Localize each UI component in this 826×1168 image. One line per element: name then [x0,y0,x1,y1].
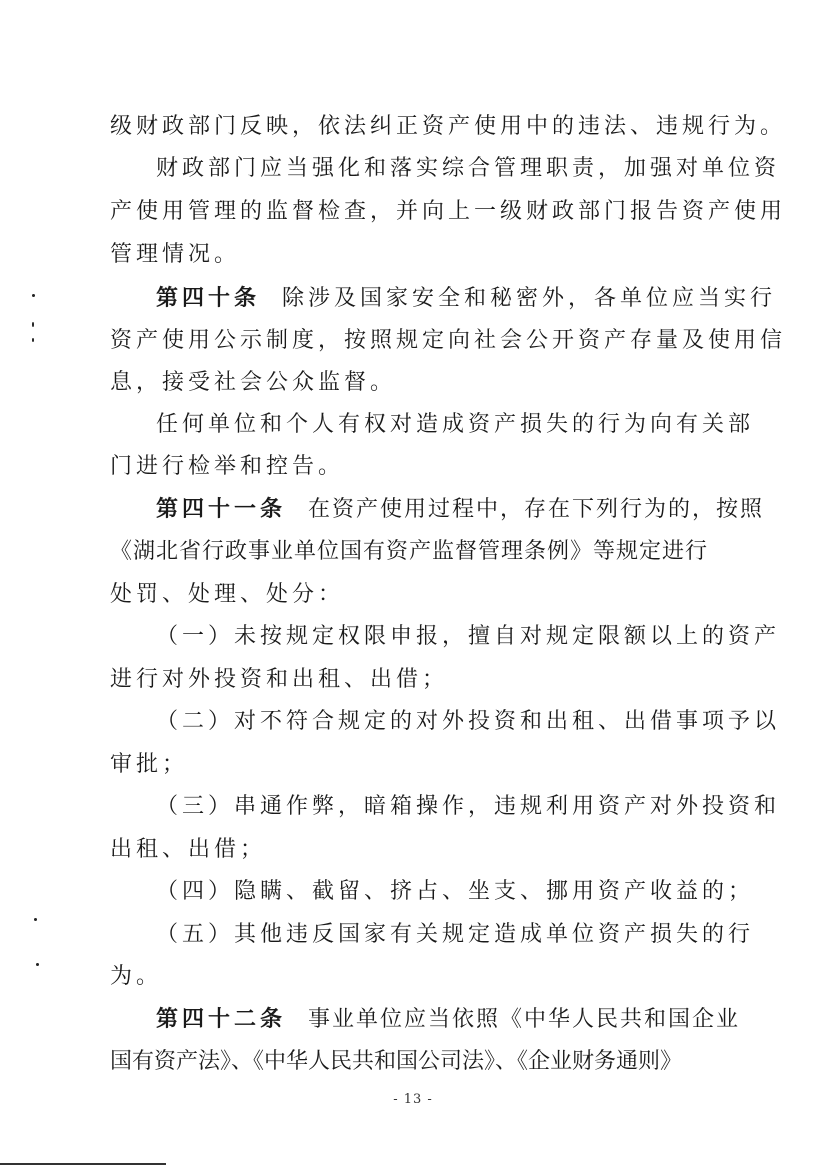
text-line: 为。 [110,964,163,989]
text-line: 任何单位和个人有权对造成资产损失的行为向有关部 [156,412,755,437]
text-line: 管理情况。 [110,242,241,267]
text-line: 门进行检举和控告。 [110,454,345,479]
article-40-line: 第四十条 除涉及国家安全和秘密外，各单位应当实行 [156,285,777,311]
scan-speck [34,918,37,921]
text-line: 财政部门应当强化和落实综合管理职责，加强对单位资 [156,156,781,181]
list-item: （三）串通作弊，暗箱操作，违规利用资产对外投资和 [156,794,781,819]
text-line: 级财政部门反映，依法纠正资产使用中的违法、违规行为。 [110,114,787,139]
scan-speck [32,322,34,327]
article-41-line: 第四十一条 在资产使用过程中，存在下列行为的，按照 [156,496,765,522]
text-line: 产使用管理的监督检查，并向上一级财政部门报告资产使用 [110,199,787,224]
text-line: 息，接受社会公众监督。 [110,370,397,395]
list-item: （五）其他违反国家有关规定造成单位资产损失的行 [156,922,755,947]
text-line: 审批； [110,752,189,777]
scan-speck [32,294,35,297]
article-heading: 第四十二条 [156,1006,287,1032]
text-line: 进行对外投资和出租、出借； [110,667,449,692]
article-42-line: 第四十二条 事业单位应当依照《中华人民共和国企业 [156,1006,741,1032]
text-line: 《湖北省行政事业单位国有资产监督管理条例》等规定进行 [110,539,709,564]
page-number: - 13 - [393,1092,433,1107]
text-line: 出租、出借； [110,837,267,862]
list-item: （一）未按规定权限申报，擅自对规定限额以上的资产 [156,624,781,649]
scan-speck [36,963,39,966]
list-item: （二）对不符合规定的对外投资和出租、出借事项予以 [156,709,781,734]
article-heading: 第四十一条 [156,496,287,522]
bottom-edge-rule [0,1163,166,1165]
article-heading: 第四十条 [156,285,261,311]
list-item: （四）隐瞒、截留、挤占、坐支、挪用资产收益的； [156,879,755,904]
text-line: 资产使用公示制度，按照规定向社会公开资产存量及使用信 [110,328,787,353]
text-line: 处罚、处理、处分： [110,582,345,607]
text-line: 国有资产法》、《中华人民共和国公司法》、《企业财务通则》 [110,1049,683,1074]
scan-speck [32,338,34,342]
